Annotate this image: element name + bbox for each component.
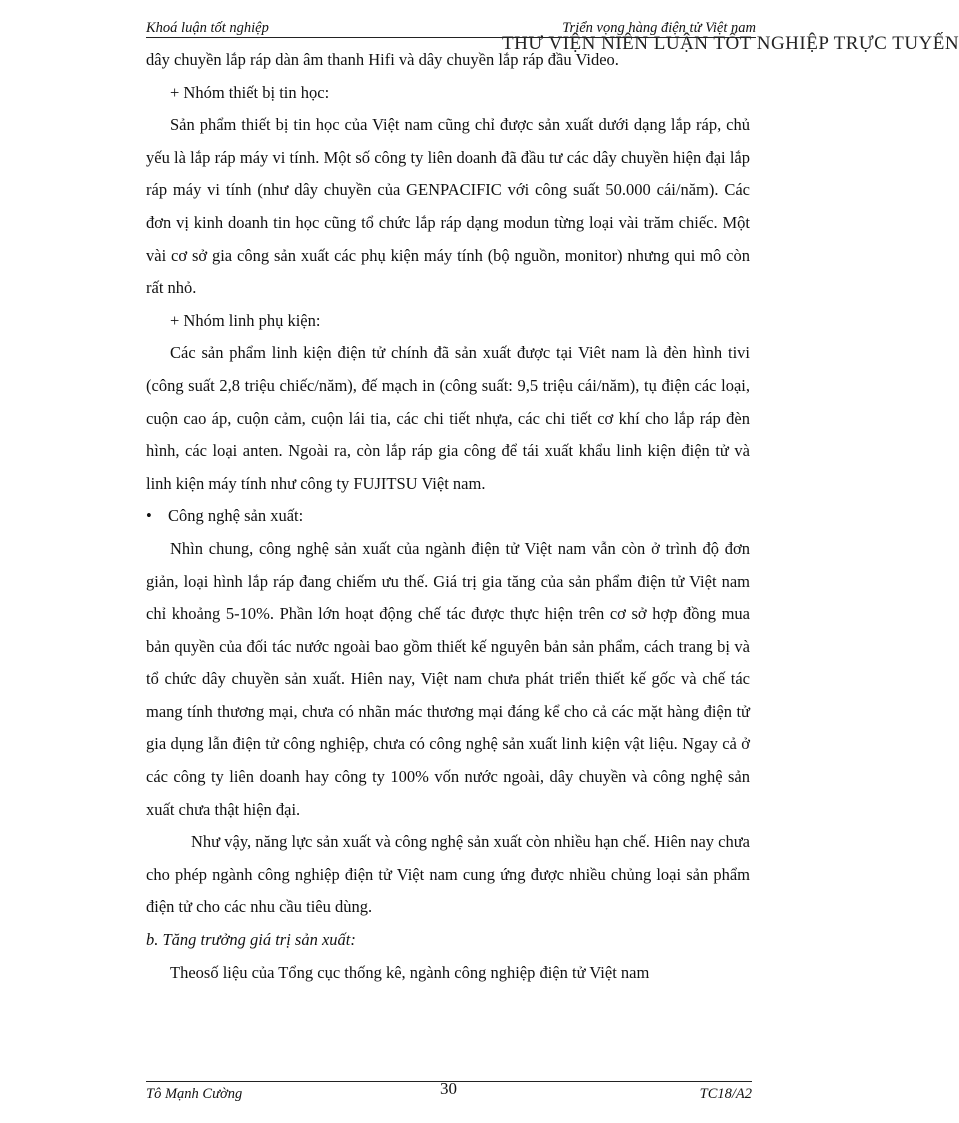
header-right: Triển vọng hàng điện tử Việt nam	[562, 20, 756, 36]
footer-author: Tô Mạnh Cường	[146, 1086, 243, 1102]
list-heading-components: + Nhóm linh phụ kiện:	[170, 310, 321, 330]
paragraph: Sản phẩm thiết bị tin học của Việt nam cũng chỉ được sản xuất dưới dạng lắp ráp, chủ yếu là lắp ráp máy vi tính. Một số công ty liên doanh đã đầu tư các dây chuyền hiện đại lắp ráp máy vi tính (như dây chuyền của GENPACIFIC với công suất 50.000 cái/năm). Các đơn vị kinh doanh tin học cũng tổ chức lắp ráp dạng modun từng loại vài trăm chiếc. Một vài cơ sở gia công sản xuất các phụ kiện máy tính (bộ nguồn, monitor) nhưng qui mô còn rất nhỏ.	[146, 115, 750, 298]
header-left: Khoá luận tốt nghiệp	[146, 20, 269, 36]
page-footer	[146, 1079, 752, 1108]
list-heading-it-equipment: + Nhóm thiết bị tin học:	[170, 82, 330, 102]
paragraph: Nhìn chung, công nghệ sản xuất của ngành điện tử Việt nam vẫn còn ở trình độ đơn giản, loại hình lắp ráp đang chiếm ưu thế. Giá trị gia tăng của sản phẩm điện tử Việt nam chỉ khoảng 5-10%. Phần lớn hoạt động chế tác được thực hiện trên cơ sở hợp đồng mua bản quyền của đối tác nước ngoài bao gồm thiết kế nguyên bản sản phẩm, cách trang bị và tổ chức dây chuyền sản xuất. Hiên nay, Việt nam chưa phát triển thiết kế gốc và chế tác mang tính thương mại, chưa có nhãn mác thương mại đáng kể cho cả các mặt hàng điện tử gia dụng lẫn điện tử công nghiệp, chưa có công nghệ sản xuất linh kiện vật liệu. Ngay cả ở các công ty liên doanh hay công ty 100% vốn nước ngoài, dây chuyền và công nghệ sản xuất chưa thật hiện đại.	[146, 538, 750, 819]
document-body	[146, 44, 750, 989]
paragraph: Theosố liệu của Tổng cục thống kê, ngành công nghiệp điện tử Việt nam	[170, 962, 650, 982]
bullet-item	[146, 500, 750, 533]
bullet-label: Công nghệ sản xuất:	[168, 506, 304, 526]
paragraph: Các sản phẩm linh kiện điện tử chính đã sản xuất được tại Viêt nam là đèn hình tivi (công suất 2,8 triệu chiếc/năm), đế mạch in (công suất: 9,5 triệu cái/năm), tụ điện các loại, cuộn cao áp, cuộn cảm, cuộn lái tia, các chi tiết nhựa, các chi tiết cơ khí cho lắp ráp đèn hình, các loại anten. Ngoài ra, còn lắp ráp gia công để tái xuất khẩu linh kiện điện tử và linh kiện máy tính như công ty FUJITSU Việt nam.	[146, 343, 750, 493]
watermark-text: THƯ VIỆN NIÊN LUẬN TỐT NGHIỆP TRỰC TUYẾN	[502, 33, 959, 54]
paragraph: dây chuyền lắp ráp dàn âm thanh Hifi và dây chuyền lắp ráp đầu Video.	[146, 50, 619, 69]
footer-class: TC18/A2	[699, 1086, 752, 1102]
section-heading: b. Tăng trưởng giá trị sản xuất:	[146, 930, 356, 950]
page-number: 30	[440, 1079, 457, 1098]
bullet-icon: •	[146, 506, 152, 526]
paragraph: Như vậy, năng lực sản xuất và công nghệ sản xuất còn nhiều hạn chế. Hiên nay chưa cho phép ngành công nghiệp điện tử Việt nam cung ứng được nhiều chủng loại sản phẩm điện tử cho các nhu cầu tiêu dùng.	[146, 832, 750, 917]
